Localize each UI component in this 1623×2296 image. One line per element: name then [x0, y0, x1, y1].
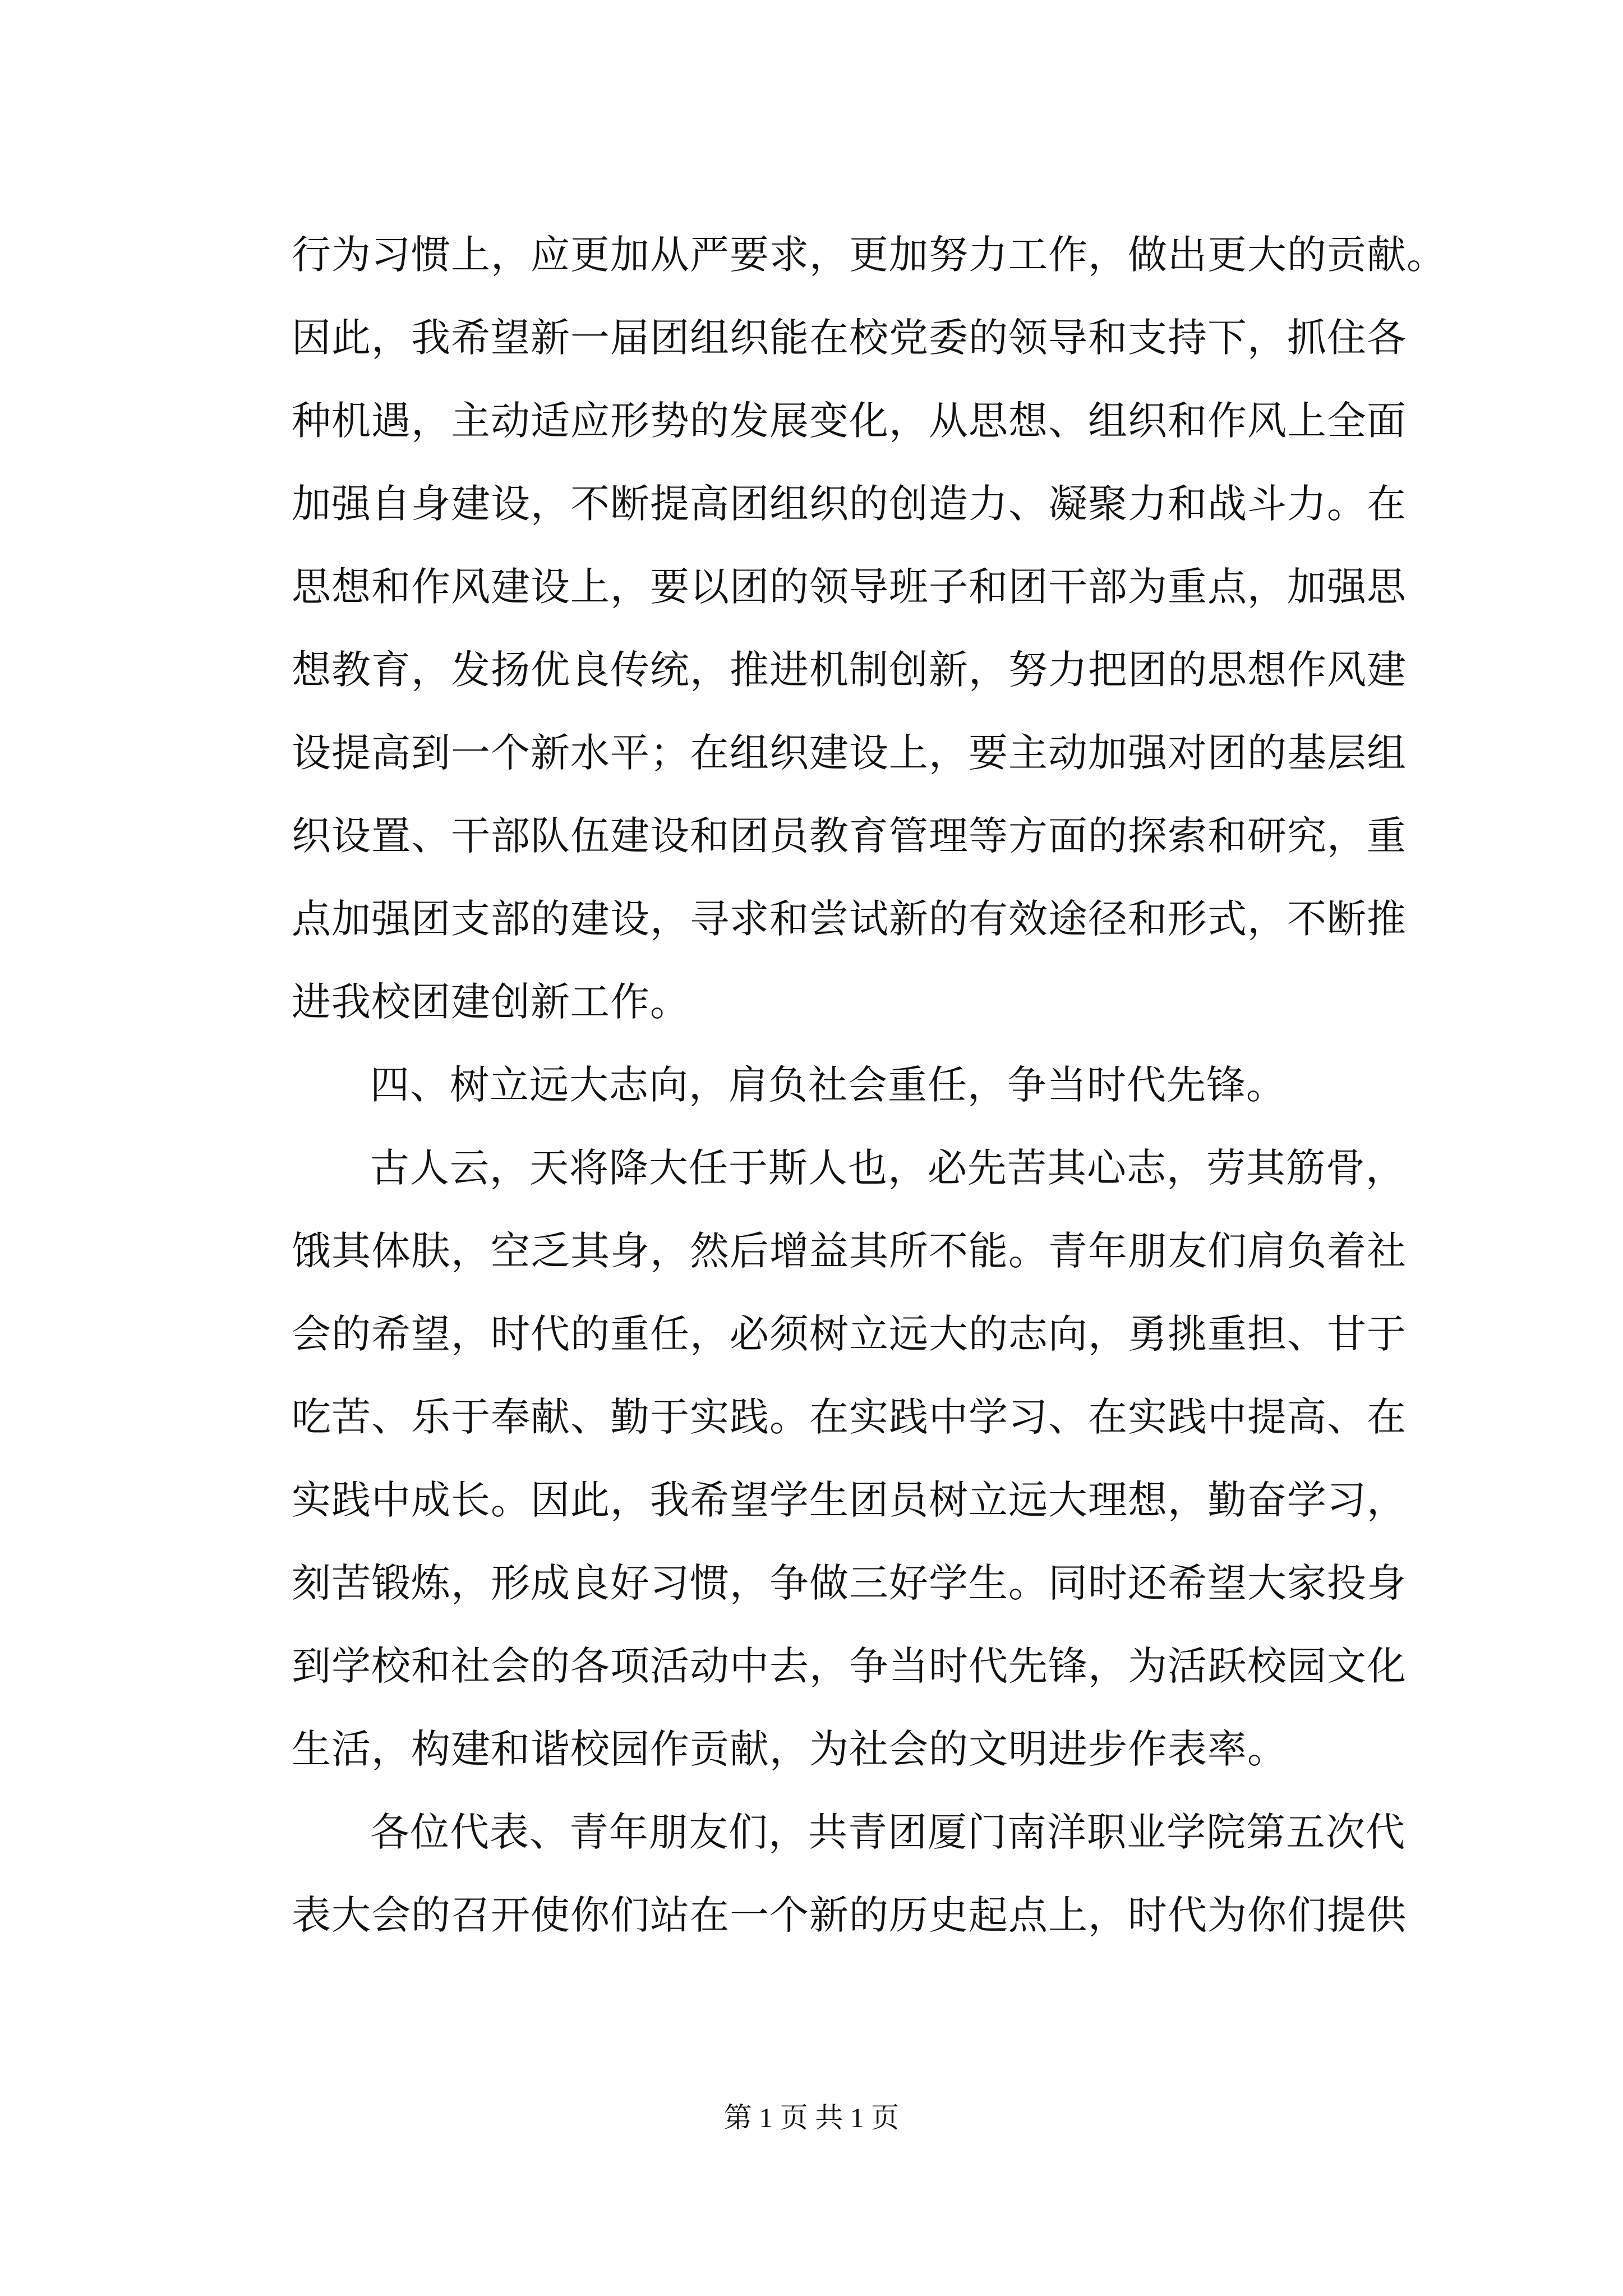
text-line: 加强自身建设，不断提高团组织的创造力、凝聚力和战斗力。在 — [292, 481, 1407, 527]
section-heading: 四、树立远大志向，肩负社会重任，争当时代先锋。 — [370, 1062, 1286, 1108]
text-line: 因此，我希望新一届团组织能在校党委的领导和支持下，抓住各 — [292, 315, 1407, 361]
text-line: 种机遇，主动适应形势的发展变化，从思想、组织和作风上全面 — [292, 398, 1407, 444]
text-line: 织设置、干部队伍建设和团员教育管理等方面的探索和研究，重 — [292, 813, 1407, 859]
text-line: 进我校团建创新工作。 — [292, 979, 690, 1025]
text-line: 到学校和社会的各项活动中去，争当时代先锋，为活跃校园文化 — [292, 1643, 1407, 1689]
text-line: 点加强团支部的建设，寻求和尝试新的有效途径和形式，不断推 — [292, 896, 1407, 942]
text-line: 生活，构建和谐校园作贡献，为社会的文明进步作表率。 — [292, 1726, 1287, 1772]
text-line: 吃苦、乐于奉献、勤于实践。在实践中学习、在实践中提高、在 — [292, 1394, 1407, 1440]
text-line: 设提高到一个新水平；在组织建设上，要主动加强对团的基层组 — [292, 730, 1407, 776]
text-line: 各位代表、青年朋友们，共青团厦门南洋职业学院第五次代 — [370, 1809, 1405, 1855]
page-footer: 第 1 页 共 1 页 — [723, 2102, 900, 2133]
text-line: 想教育，发扬优良传统，推进机制创新，努力把团的思想作风建 — [292, 647, 1407, 693]
text-line: 表大会的召开使你们站在一个新的历史起点上，时代为你们提供 — [292, 1892, 1407, 1938]
text-line: 饿其体肤，空乏其身，然后增益其所不能。青年朋友们肩负着社 — [292, 1228, 1407, 1274]
text-line: 会的希望，时代的重任，必须树立远大的志向，勇挑重担、甘于 — [292, 1311, 1407, 1357]
text-line: 刻苦锻炼，形成良好习惯，争做三好学生。同时还希望大家投身 — [292, 1560, 1407, 1606]
text-line: 实践中成长。因此，我希望学生团员树立远大理想，勤奋学习， — [292, 1477, 1407, 1523]
text-line: 古人云，天将降大任于斯人也，必先苦其心志，劳其筋骨， — [370, 1145, 1405, 1191]
text-line: 行为习惯上，应更加从严要求，更加努力工作，做出更大的贡献。 — [292, 232, 1446, 278]
document-body — [292, 213, 1446, 1957]
text-line: 思想和作风建设上，要以团的领导班子和团干部为重点，加强思 — [292, 564, 1407, 610]
